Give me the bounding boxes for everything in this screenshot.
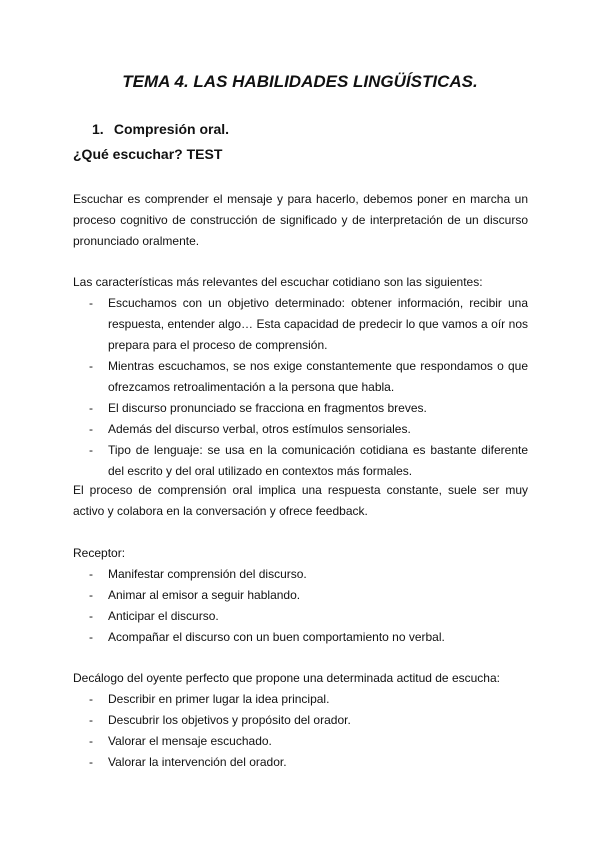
section-heading-text: Compresión oral. <box>113 121 230 137</box>
section-number: 1. <box>92 121 104 137</box>
decalogue-list <box>73 689 528 773</box>
list-item <box>73 356 528 398</box>
list-item-text: Manifestar comprensión del discurso. <box>108 567 307 581</box>
characteristics-intro: Las características más relevantes del escuchar cotidiano son las siguientes: <box>73 275 483 289</box>
list-item-text: Animar al emisor a seguir hablando. <box>108 588 301 602</box>
list-item <box>73 440 528 482</box>
list-item-text: Tipo de lenguaje: se usa en la comunicación cotidiana es bastante diferente del escrito y del oral utilizado en contextos más formales. <box>108 443 528 478</box>
bullet-dash: - <box>89 401 93 415</box>
list-item-text: Escuchamos con un objetivo determinado: obtener información, recibir una respuesta, entender algo… Esta capacidad de predecir lo que vamos a oír nos prepara para el proceso de comprensión. <box>108 296 528 352</box>
list-item <box>73 731 528 752</box>
list-item-text: Además del discurso verbal, otros estímulos sensoriales. <box>108 422 411 436</box>
paragraph-definition: Escuchar es comprender el mensaje y para hacerlo, debemos poner en marcha un proceso cognitivo de construcción de significado y de interpretación de un discurso pronunciado oralmente. <box>73 192 528 248</box>
bullet-dash: - <box>89 443 93 457</box>
bullet-dash: - <box>89 630 93 644</box>
bullet-dash: - <box>89 588 93 602</box>
list-item-text: Descubrir los objetivos y propósito del orador. <box>108 713 351 727</box>
list-item-text: Valorar la intervención del orador. <box>108 755 287 769</box>
bullet-dash: - <box>89 755 93 769</box>
list-item <box>73 564 528 585</box>
list-item <box>73 710 528 731</box>
subheading: ¿Qué escuchar? TEST <box>73 146 223 162</box>
list-item <box>73 606 528 627</box>
bullet-dash: - <box>89 734 93 748</box>
list-item <box>73 419 528 440</box>
receptor-list <box>73 564 528 648</box>
decalogue-intro: Decálogo del oyente perfecto que propone una determinada actitud de escucha: <box>73 671 500 685</box>
list-item-text: Describir en primer lugar la idea principal. <box>108 692 330 706</box>
section-heading <box>92 121 229 137</box>
list-item <box>73 627 528 648</box>
bullet-dash: - <box>89 567 93 581</box>
document-title: TEMA 4. LAS HABILIDADES LINGÜÍSTICAS. <box>122 72 478 91</box>
list-item-text: Valorar el mensaje escuchado. <box>108 734 272 748</box>
characteristics-list <box>73 293 528 482</box>
receptor-label: Receptor: <box>73 546 126 560</box>
list-item <box>73 585 528 606</box>
bullet-dash: - <box>89 422 93 436</box>
list-item <box>73 398 528 419</box>
list-item-text: Anticipar el discurso. <box>108 609 219 623</box>
list-item <box>73 752 528 773</box>
list-item <box>73 689 528 710</box>
bullet-dash: - <box>89 296 93 310</box>
bullet-dash: - <box>89 609 93 623</box>
bullet-dash: - <box>89 713 93 727</box>
list-item-text: El discurso pronunciado se fracciona en fragmentos breves. <box>108 401 427 415</box>
bullet-dash: - <box>89 359 93 373</box>
list-item-text: Mientras escuchamos, se nos exige constantemente que respondamos o que ofrezcamos retroalimentación a la persona que habla. <box>108 359 528 394</box>
list-item-text: Acompañar el discurso con un buen comportamiento no verbal. <box>108 630 445 644</box>
bullet-dash: - <box>89 692 93 706</box>
paragraph-process: El proceso de comprensión oral implica una respuesta constante, suele ser muy activo y colabora en la conversación y ofrece feedback. <box>73 483 528 518</box>
list-item <box>73 293 528 356</box>
